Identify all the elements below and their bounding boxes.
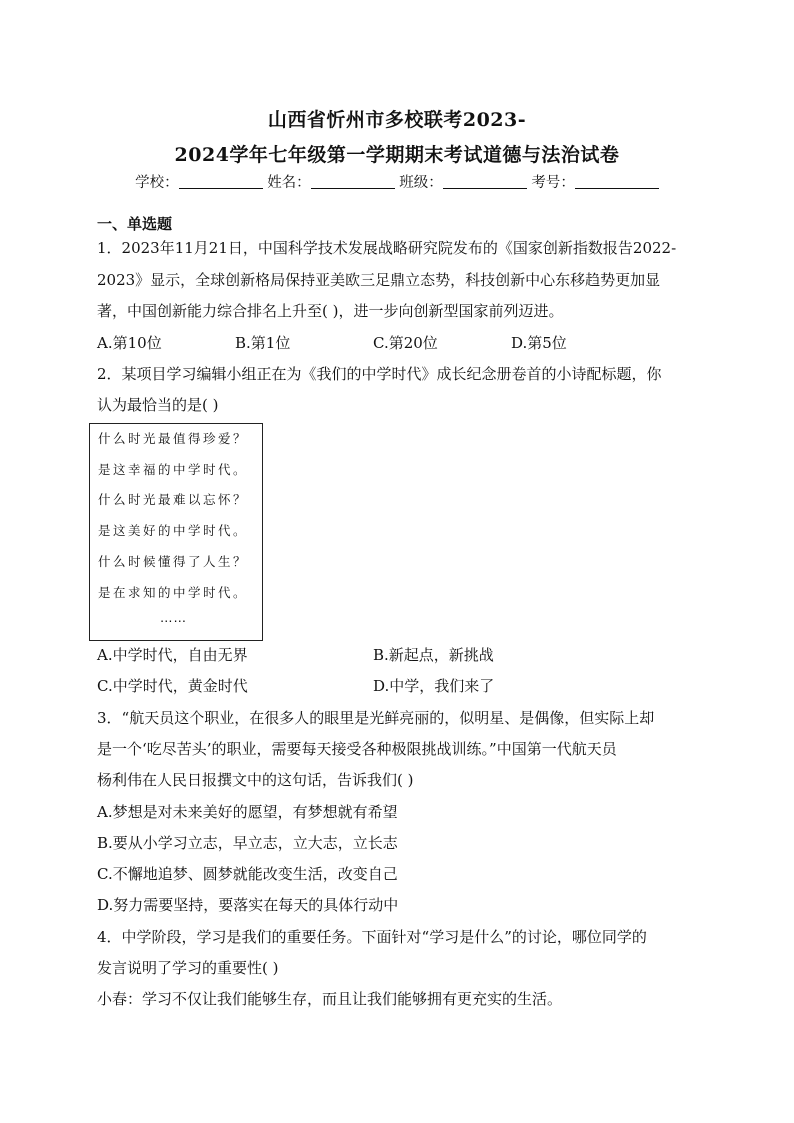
question-3-option-c: C.不懈地追梦、圆梦就能改变生活，改变自己 — [97, 865, 398, 883]
poem-line-1: 什么时光最值得珍爱？ — [98, 431, 249, 446]
question-1-option-b: B.第1位 — [235, 334, 291, 352]
class-label: 班级： — [399, 175, 443, 191]
question-3-line-3: 杨利伟在人民日报撰文中的这句话，告诉我们( ) — [97, 771, 414, 789]
student-info-row — [0, 171, 794, 192]
section-heading: 一、单选题 — [97, 215, 173, 233]
exam-number-blank — [575, 174, 659, 189]
question-3-line-1: 3．“航天员这个职业，在很多人的眼里是光鲜亮丽的，似明星、是偶像，但实际上却 — [97, 709, 655, 727]
school-label: 学校： — [135, 175, 179, 191]
question-2-line-2: 认为最恰当的是( ) — [97, 396, 219, 414]
question-4-line-1: 4．中学阶段，学习是我们的重要任务。下面针对“学习是什么”的讨论，哪位同学的 — [97, 928, 647, 946]
poem-line-2: 是这幸福的中学时代。 — [98, 462, 249, 477]
question-3-line-2: 是一个‘吃尽苦头’的职业，需要每天接受各种极限挑战训练。”中国第一代航天员 — [97, 740, 617, 758]
question-1-option-a: A.第10位 — [97, 334, 162, 352]
class-blank — [443, 174, 527, 189]
question-1-option-c: C.第20位 — [373, 334, 438, 352]
question-2-option-a: A.中学时代，自由无界 — [97, 646, 248, 664]
question-1-line-1: 1．2023年11月21日，中国科学技术发展战略研究院发布的《国家创新指数报告2022- — [97, 239, 677, 257]
question-1-line-3: 著，中国创新能力综合排名上升至( )，进一步向创新型国家前列迈进。 — [97, 302, 564, 320]
question-3-option-b: B.要从小学习立志，早立志，立大志，立长志 — [97, 834, 398, 852]
question-1-option-d: D.第5位 — [511, 334, 567, 352]
question-2-line-1: 2．某项目学习编辑小组正在为《我们的中学时代》成长纪念册卷首的小诗配标题，你 — [97, 365, 662, 383]
poem-line-6: 是在求知的中学时代。 — [98, 585, 249, 600]
question-4-line-2: 发言说明了学习的重要性( ) — [97, 959, 279, 977]
question-4-line-3: 小春：学习不仅让我们能够生存，而且让我们能够拥有更充实的生活。 — [97, 990, 563, 1008]
poem-line-5: 什么时候懂得了人生？ — [98, 554, 249, 569]
name-blank — [311, 174, 395, 189]
question-2-option-d: D.中学，我们来了 — [373, 677, 495, 695]
exam-title-line-1: 山西省忻州市多校联考2023- — [267, 109, 527, 131]
poem-line-4: 是这美好的中学时代。 — [98, 523, 249, 538]
exam-title-line-2: 2024学年七年级第一学期期末考试道德与法治试卷 — [174, 144, 620, 166]
question-1-line-2: 2023》显示，全球创新格局保持亚美欧三足鼎立态势，科技创新中心东移趋势更加显 — [97, 271, 661, 289]
exam-number-label: 考号： — [531, 175, 575, 191]
question-3-option-a: A.梦想是对未来美好的愿望，有梦想就有希望 — [97, 803, 398, 821]
question-3-option-d: D.努力需要坚持，要落实在每天的具体行动中 — [97, 896, 399, 914]
question-2-option-b: B.新起点，新挑战 — [373, 646, 494, 664]
name-label: 姓名： — [267, 175, 311, 191]
poem-ellipsis: …… — [160, 610, 187, 625]
poem-box — [89, 423, 263, 641]
poem-line-3: 什么时光最难以忘怀？ — [98, 492, 249, 507]
school-blank — [179, 174, 263, 189]
question-2-option-c: C.中学时代，黄金时代 — [97, 677, 248, 695]
